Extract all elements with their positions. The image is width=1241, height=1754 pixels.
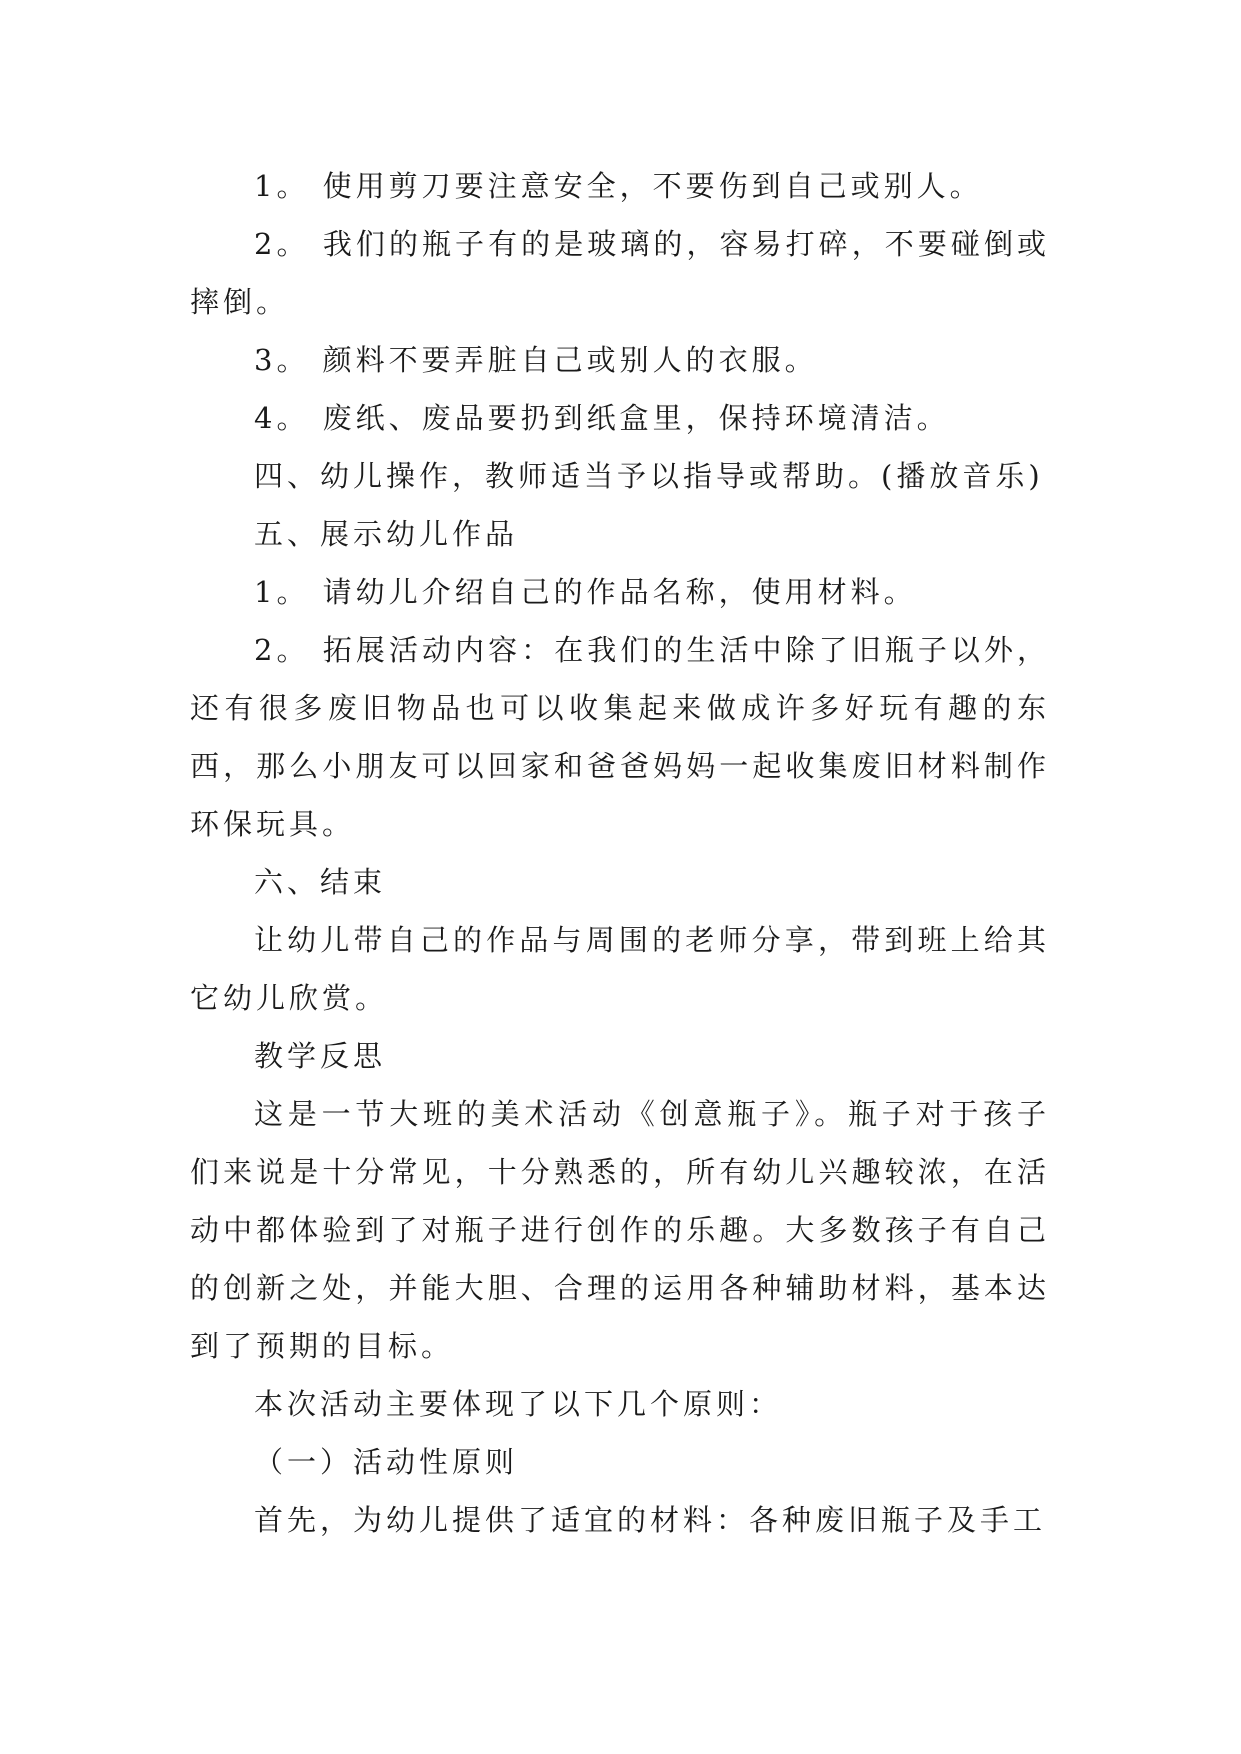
section-heading-reflection: 教学反思 [254,1039,387,1073]
paragraph-principles-intro: 本次活动主要体现了以下几个原则： [254,1387,783,1421]
paragraph-safety-bottles: 2。 我们的瓶子有的是玻璃的，容易打碎，不要碰倒或摔倒。 [190,227,1050,319]
section-heading-ending: 六、结束 [254,865,387,899]
document-body [190,157,1050,1549]
paragraph-share-work: 让幼儿带自己的作品与周围的老师分享，带到班上给其它幼儿欣赏。 [190,923,1050,1015]
paragraph-safety-scissors: 1。 使用剪刀要注意安全，不要伤到自己或别人。 [254,169,983,203]
paragraph-extend-activity: 2。 拓展活动内容：在我们的生活中除了旧瓶子以外，还有很多废旧物品也可以收集起来做成许多好玩有趣的东西，那么小朋友可以回家和爸爸妈妈一起收集废旧材料制作环保玩具。 [190,633,1050,841]
section-heading-showcase: 五、展示幼儿作品 [254,517,519,551]
paragraph-materials: 首先，为幼儿提供了适宜的材料：各种废旧瓶子及手工 [254,1503,1047,1537]
paragraph-introduce-work: 1。 请幼儿介绍自己的作品名称，使用材料。 [254,575,917,609]
section-heading-operation: 四、幼儿操作，教师适当予以指导或帮助。(播放音乐) [254,459,1044,493]
paragraph-reflection-body: 这是一节大班的美术活动《创意瓶子》。瓶子对于孩子们来说是十分常见，十分熟悉的，所有幼儿兴趣较浓，在活动中都体验到了对瓶子进行创作的乐趣。大多数孩子有自己的创新之处，并能大胆、合理的运用各种辅助材料，基本达到了预期的目标。 [190,1097,1050,1363]
paragraph-safety-waste: 4。 废纸、废品要扔到纸盒里，保持环境清洁。 [254,401,950,435]
paragraph-safety-paint: 3。 颜料不要弄脏自己或别人的衣服。 [254,343,818,377]
subheading-activity-principle: （一）活动性原则 [254,1445,519,1479]
